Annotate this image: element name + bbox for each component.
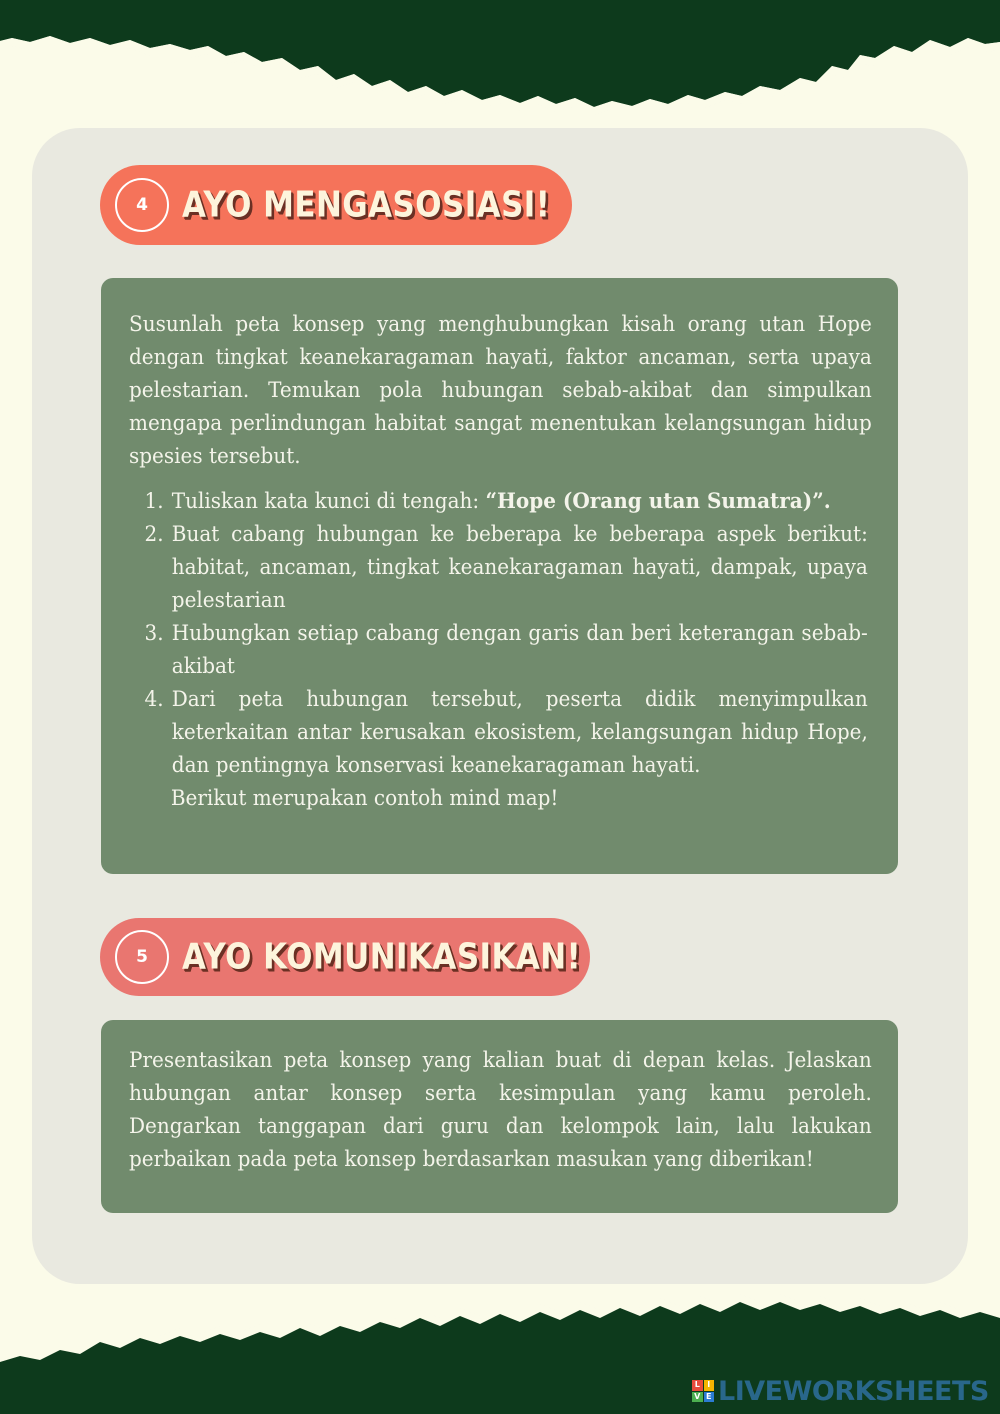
section-4-card	[101, 278, 898, 874]
section-5-card	[101, 1020, 898, 1213]
step-text: Dari peta hubungan tersebut, peserta didik menyimpulkan keterkaitan antar kerusakan ekosistem, kelangsungan hidup Hope, dan pentingnya konservasi keanekaragaman hayati.	[171, 687, 868, 778]
section-5-body: Presentasikan peta konsep yang kalian buat di depan kelas. Jelaskan hubungan antar konsep serta kesimpulan yang kamu peroleh. Dengarkan tanggapan dari guru dan kelompok lain, lalu lakukan perbaikan pada peta konsep berdasarkan masukan yang diberikan!	[129, 1048, 872, 1172]
step-item	[170, 617, 868, 683]
step-item	[170, 485, 868, 518]
step-text: Hubungkan setiap cabang dengan garis dan beri keterangan sebab-akibat	[171, 621, 868, 679]
section-4-steps	[129, 485, 868, 782]
liveworksheets-logo-icon: L I V E	[692, 1380, 714, 1402]
section-4-number: 4	[115, 178, 169, 232]
example-note: Berikut merupakan contoh mind map!	[170, 786, 559, 811]
liveworksheets-watermark	[692, 1376, 989, 1406]
section-4-header	[100, 165, 572, 245]
section-4-title: AYO MENGASOSIASI!	[182, 184, 551, 226]
section-5-header	[100, 918, 590, 996]
section-5-title: AYO KOMUNIKASIKAN!	[182, 936, 582, 978]
step-text: Buat cabang hubungan ke beberapa ke beberapa aspek berikut: habitat, ancaman, tingkat keanekaragaman hayati, dampak, upaya pelestarian	[171, 522, 868, 613]
section-4-intro: Susunlah peta konsep yang menghubungkan kisah orang utan Hope dengan tingkat keanekaragaman hayati, faktor ancaman, serta upaya pelestarian. Temukan pola hubungan sebab-akibat dan simpulkan mengapa perlindungan habitat sangat menentukan kelangsungan hidup spesies tersebut.	[129, 312, 872, 469]
step-item	[170, 518, 868, 617]
step-item	[170, 683, 868, 782]
step-keyword: “Hope (Orang utan Sumatra)”.	[485, 489, 831, 514]
section-5-number: 5	[115, 930, 169, 984]
torn-paper-top-decoration	[0, 0, 1000, 130]
liveworksheets-text: LIVEWORKSHEETS	[718, 1375, 989, 1407]
step-text: Tuliskan kata kunci di tengah:	[171, 489, 486, 514]
